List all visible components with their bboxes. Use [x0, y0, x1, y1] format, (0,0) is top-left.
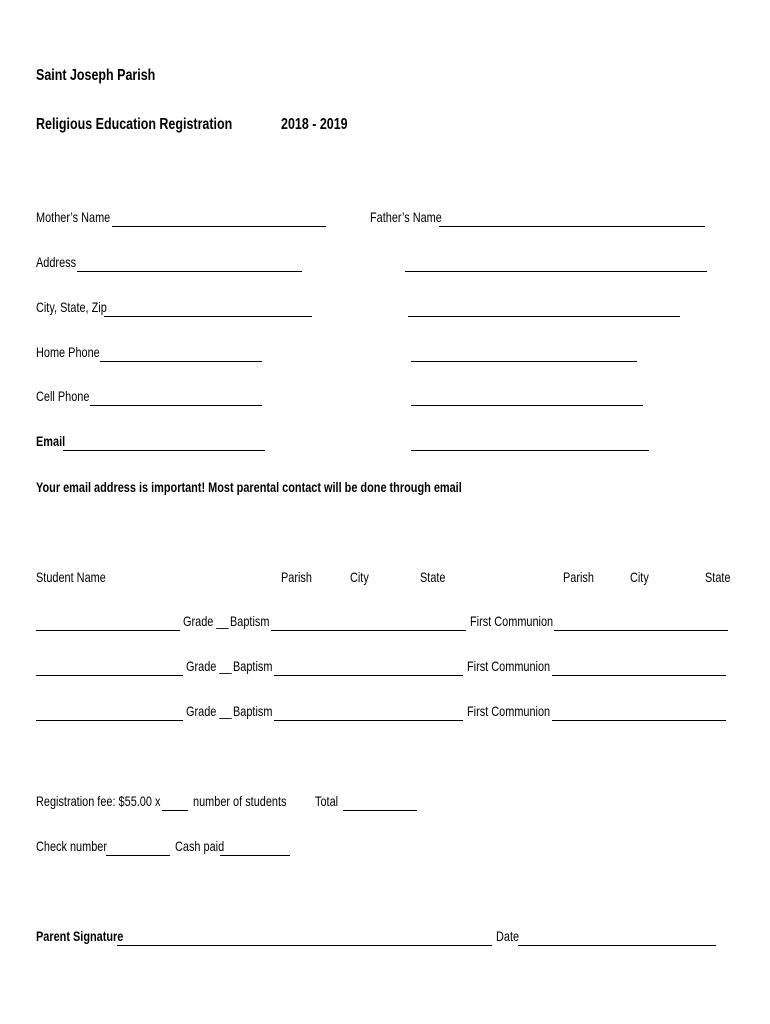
student-1-name-field[interactable] — [36, 630, 180, 631]
header-communion-parish: Parish — [563, 569, 594, 585]
student-2-communion-label: First Communion — [467, 658, 551, 674]
date-field[interactable] — [518, 945, 716, 946]
student-1-communion-label: First Communion — [470, 613, 554, 629]
mother-city-field[interactable] — [104, 316, 312, 317]
father-home-phone-field[interactable] — [411, 361, 637, 362]
mother-home-phone-field[interactable] — [100, 361, 262, 362]
student-2-baptism-field[interactable] — [274, 675, 463, 676]
header-baptism-state: State — [420, 569, 446, 585]
total-label: Total — [315, 793, 339, 809]
father-name-label: Father’s Name — [370, 209, 442, 225]
cash-paid-field[interactable] — [220, 855, 290, 856]
header-communion-city: City — [630, 569, 649, 585]
header-baptism-city: City — [350, 569, 369, 585]
mother-email-field[interactable] — [63, 450, 265, 451]
father-cell-phone-field[interactable] — [411, 405, 643, 406]
student-1-baptism-field[interactable] — [271, 630, 466, 631]
student-count-field[interactable] — [162, 810, 188, 811]
home-phone-label: Home Phone — [36, 344, 100, 360]
father-name-field[interactable] — [439, 226, 705, 227]
parent-signature-field[interactable] — [117, 945, 492, 946]
father-email-field[interactable] — [411, 450, 649, 451]
student-1-baptism-label: Baptism — [230, 613, 270, 629]
city-state-zip-label: City, State, Zip — [36, 299, 107, 315]
student-2-name-field[interactable] — [36, 675, 183, 676]
student-2-communion-field[interactable] — [552, 675, 726, 676]
header-communion-state: State — [705, 569, 731, 585]
student-2-baptism-label: Baptism — [233, 658, 273, 674]
header-student-name: Student Name — [36, 569, 106, 585]
form-title: Religious Education Registration — [36, 116, 233, 133]
mother-cell-phone-field[interactable] — [90, 405, 262, 406]
student-3-grade-label: Grade __ — [186, 703, 232, 719]
address-label: Address — [36, 254, 77, 270]
date-label: Date — [496, 928, 520, 944]
parish-name: Saint Joseph Parish — [36, 67, 156, 84]
total-field[interactable] — [343, 810, 417, 811]
email-note: Your email address is important! Most parental contact will be done through email — [36, 479, 462, 495]
email-label: Email — [36, 433, 66, 449]
father-address-field[interactable] — [405, 271, 707, 272]
header-baptism-parish: Parish — [281, 569, 312, 585]
student-3-baptism-field[interactable] — [274, 720, 463, 721]
check-number-field[interactable] — [106, 855, 170, 856]
student-2-grade-label: Grade __ — [186, 658, 232, 674]
mother-address-field[interactable] — [77, 271, 302, 272]
mother-name-label: Mother’s Name — [36, 209, 111, 225]
mother-name-field[interactable] — [112, 226, 326, 227]
student-3-name-field[interactable] — [36, 720, 183, 721]
student-1-communion-field[interactable] — [554, 630, 728, 631]
cash-paid-label: Cash paid — [175, 838, 225, 854]
check-number-label: Check number — [36, 838, 108, 854]
cell-phone-label: Cell Phone — [36, 388, 90, 404]
student-3-communion-field[interactable] — [552, 720, 726, 721]
student-1-grade-label: Grade __ — [183, 613, 229, 629]
parent-signature-label: Parent Signature — [36, 928, 124, 944]
number-of-students-label: number of students — [193, 793, 287, 809]
student-3-communion-label: First Communion — [467, 703, 551, 719]
father-city-field[interactable] — [408, 316, 680, 317]
school-year: 2018 - 2019 — [281, 116, 348, 133]
registration-fee-label: Registration fee: $55.00 x — [36, 793, 161, 809]
student-3-baptism-label: Baptism — [233, 703, 273, 719]
